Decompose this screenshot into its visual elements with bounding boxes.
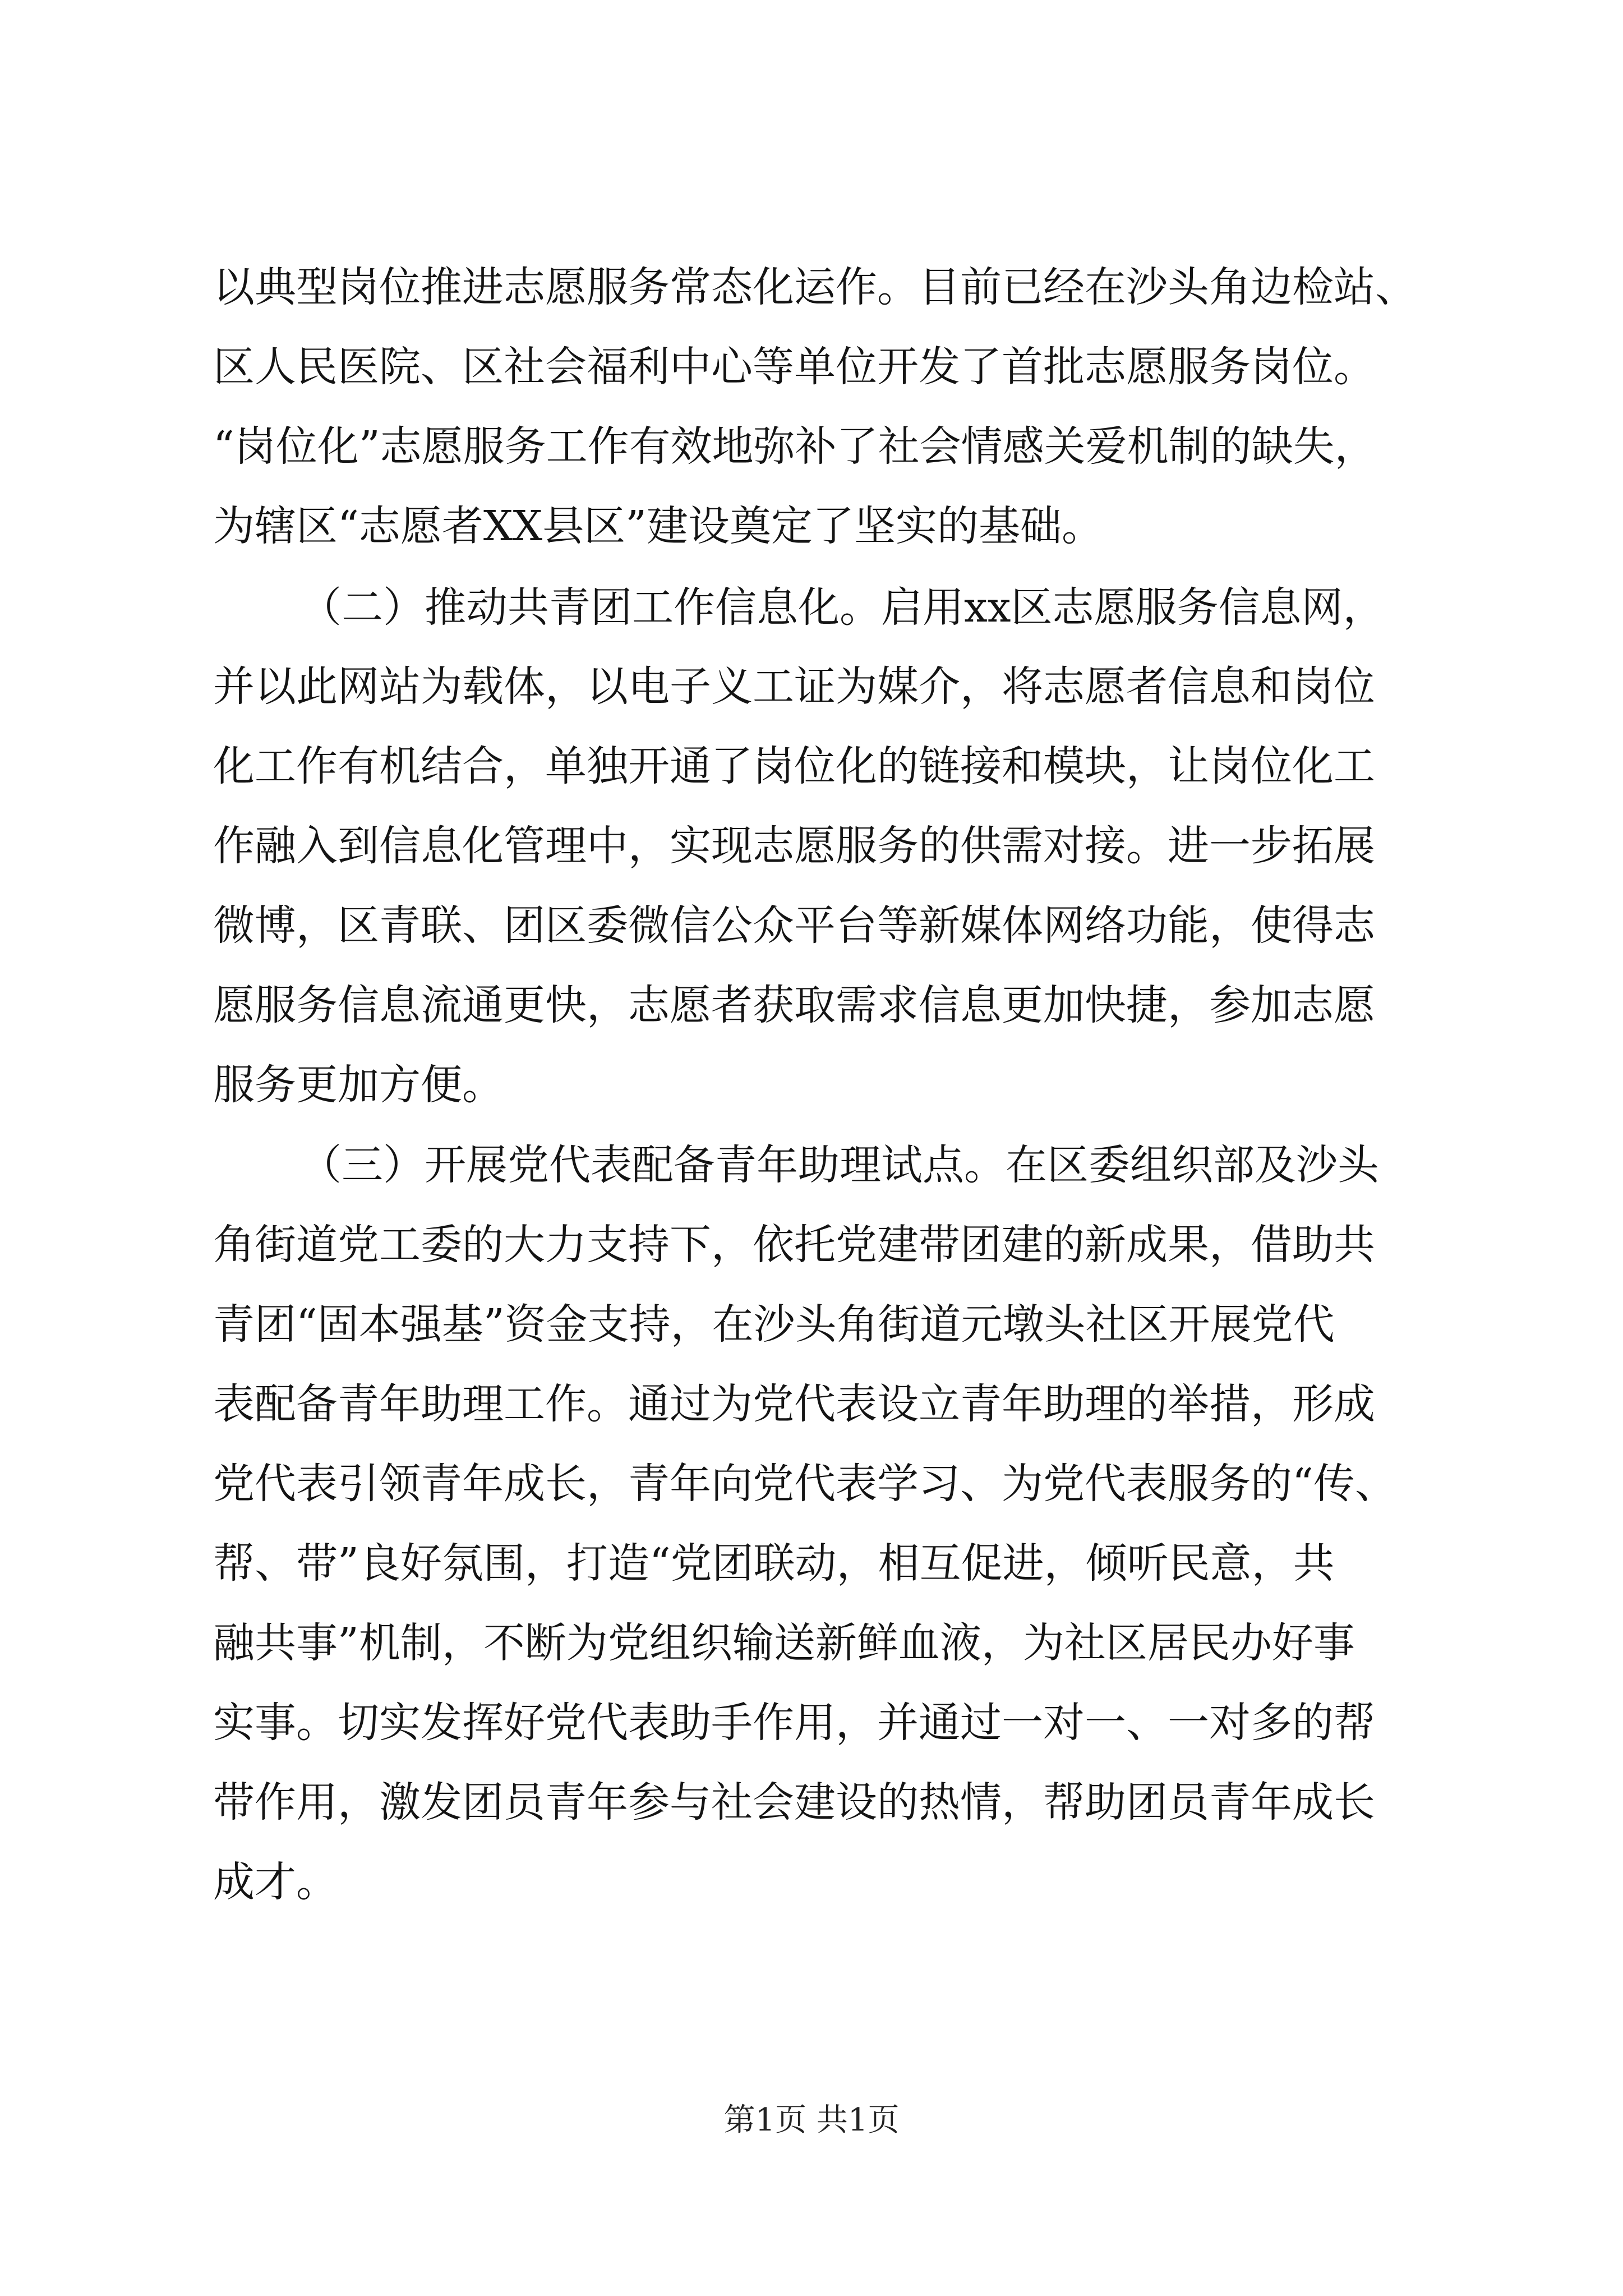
paragraph-line: 愿服务信息流通更快，志愿者获取需求信息更加快捷，参加志愿 bbox=[213, 981, 1375, 1029]
paragraph-line: 帮、带”良好氛围，打造“党团联动，相互促进，倾听民意，共 bbox=[213, 1539, 1335, 1588]
paragraph-line: 青团“固本强基”资金支持，在沙头角街道元墩头社区开展党代 bbox=[213, 1300, 1335, 1349]
paragraph-line: 作融入到信息化管理中，实现志愿服务的供需对接。进一步拓展 bbox=[213, 822, 1375, 870]
page-footer: 第1页 共1页 bbox=[723, 2102, 900, 2138]
paragraph-line: 服务更加方便。 bbox=[213, 1061, 504, 1109]
paragraph-line: 融共事”机制，不断为党组织输送新鲜血液，为社区居民办好事 bbox=[213, 1619, 1355, 1667]
paragraph-line: 表配备青年助理工作。通过为党代表设立青年助理的举措，形成 bbox=[213, 1380, 1375, 1428]
paragraph-line: 成才。 bbox=[213, 1858, 338, 1906]
paragraph-line: “岗位化”志愿服务工作有效地弥补了社会情感关爱机制的缺失， bbox=[213, 422, 1376, 471]
paragraph-line: （三）开展党代表配备青年助理试点。在区委组织部及沙头 bbox=[300, 1141, 1379, 1189]
paragraph-line: 以典型岗位推进志愿服务常态化运作。目前已经在沙头角边检站、 bbox=[213, 263, 1417, 311]
paragraph-line: 并以此网站为载体，以电子义工证为媒介，将志愿者信息和岗位 bbox=[213, 662, 1375, 711]
paragraph-line: 党代表引领青年成长，青年向党代表学习、为党代表服务的“传、 bbox=[213, 1460, 1396, 1508]
paragraph-line: 化工作有机结合，单独开通了岗位化的链接和模块，让岗位化工 bbox=[213, 742, 1375, 790]
paragraph-line: 带作用，激发团员青年参与社会建设的热情，帮助团员青年成长 bbox=[213, 1778, 1375, 1826]
paragraph-line: （二）推动共青团工作信息化。启用xx区志愿服务信息网， bbox=[300, 583, 1385, 632]
paragraph-line: 区人民医院、区社会福利中心等单位开发了首批志愿服务岗位。 bbox=[213, 343, 1375, 391]
paragraph-line: 角街道党工委的大力支持下，依托党建带团建的新成果，借助共 bbox=[213, 1221, 1375, 1269]
paragraph-line: 微博，区青联、团区委微信公众平台等新媒体网络功能，使得志 bbox=[213, 901, 1375, 950]
paragraph-line: 为辖区“志愿者XX县区”建设奠定了坚实的基础。 bbox=[213, 502, 1104, 550]
paragraph-line: 实事。切实发挥好党代表助手作用，并通过一对一、一对多的帮 bbox=[213, 1699, 1375, 1747]
